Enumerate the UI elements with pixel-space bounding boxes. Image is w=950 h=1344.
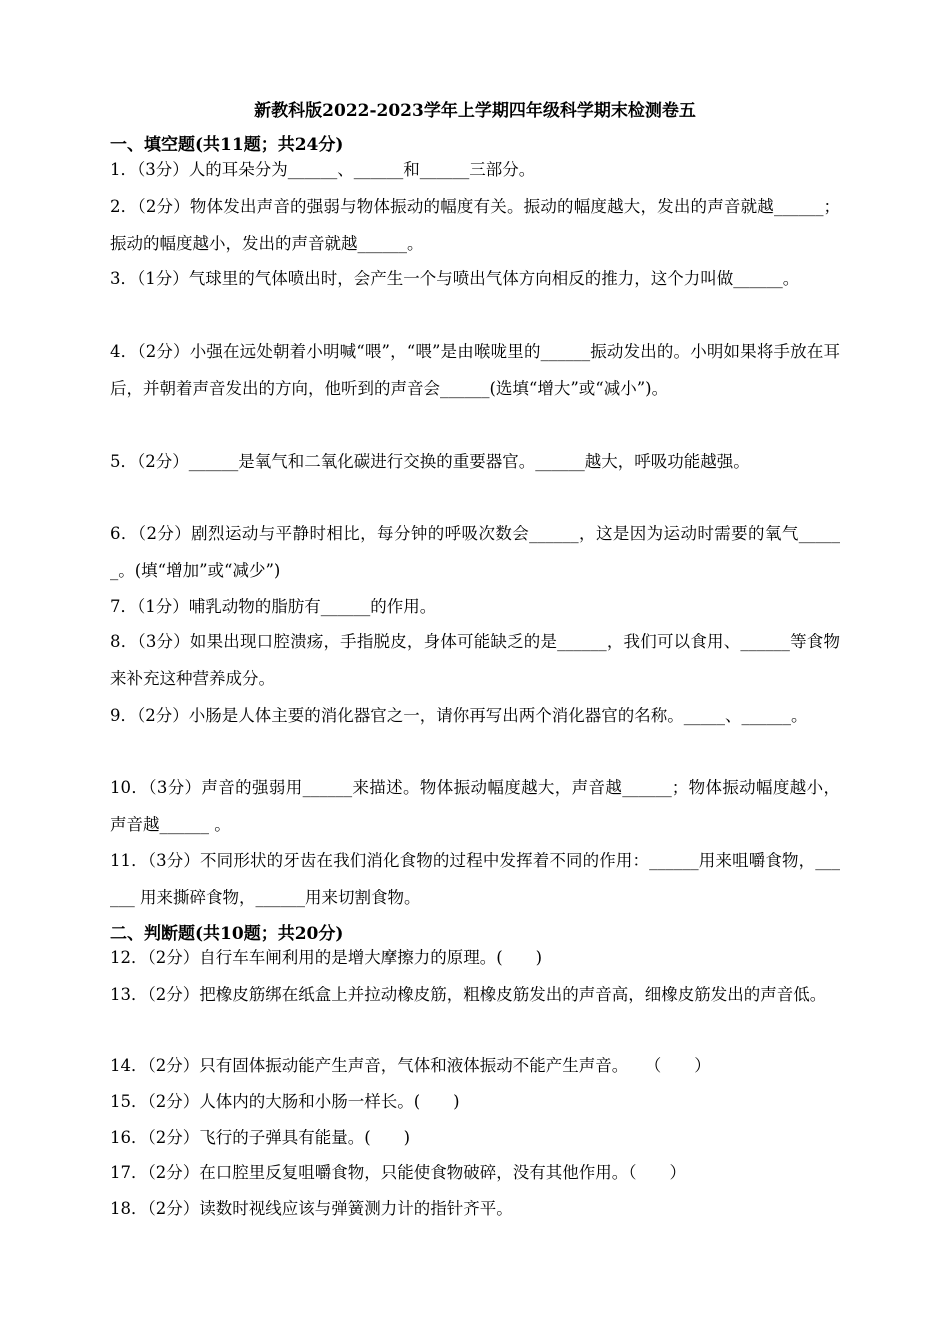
exam-title: 新教科版2022-2023学年上学期四年级科学期末检测卷五 — [254, 101, 696, 121]
question-2: 2．（2分）物体发出声音的强弱与物体振动的幅度有关。振动的幅度越大，发出的声音就越______；振动的幅度越小，发出的声音就越______。 — [110, 197, 840, 253]
section-heading-true-false: 二、判断题(共10题；共20分) — [110, 924, 344, 944]
question-3: 3．（1分）气球里的气体喷出时，会产生一个与喷出气体方向相反的推力，这个力叫做______。 — [110, 269, 800, 288]
question-10: 10．（3分）声音的强弱用______来描述。物体振动幅度越大，声音越______；物体振动幅度越小，声音越______ 。 — [110, 778, 840, 834]
question-16: 16．（2分）飞行的子弹具有能量。( ) — [110, 1128, 411, 1147]
question-17: 17．（2分）在口腔里反复咀嚼食物，只能使食物破碎，没有其他作用。（ ） — [110, 1163, 686, 1182]
question-5: 5．（2分）______是氧气和二氧化碳进行交换的重要器官。______越大，呼吸功能越强。 — [110, 452, 750, 471]
question-14: 14．（2分）只有固体振动能产生声音，气体和液体振动不能产生声音。 （ ） — [110, 1056, 711, 1075]
question-9: 9．（2分）小肠是人体主要的消化器官之一，请你再写出两个消化器官的名称。_____、______。 — [110, 706, 808, 725]
question-6: 6．（2分）剧烈运动与平静时相比，每分钟的呼吸次数会______，这是因为运动时需要的氧气______。(填“增加”或“减少”) — [110, 524, 840, 580]
question-18: 18．（2分）读数时视线应该与弹簧测力计的指针齐平。 — [110, 1199, 513, 1218]
question-15: 15．（2分）人体内的大肠和小肠一样长。( ) — [110, 1092, 460, 1111]
question-13: 13．（2分）把橡皮筋绑在纸盒上并拉动橡皮筋，粗橡皮筋发出的声音高，细橡皮筋发出的声音低。 — [110, 985, 827, 1004]
question-8: 8．（3分）如果出现口腔溃疡，手指脱皮，身体可能缺乏的是______，我们可以食用、______等食物来补充这种营养成分。 — [110, 632, 840, 688]
question-11: 11．（3分）不同形状的牙齿在我们消化食物的过程中发挥着不同的作用：______用来咀嚼食物，______ 用来撕碎食物，______用来切割食物。 — [110, 851, 840, 907]
question-1: 1．（3分）人的耳朵分为______、______和______三部分。 — [110, 160, 536, 179]
question-4: 4．（2分）小强在远处朝着小明喊“喂”，“喂”是由喉咙里的______振动发出的。小明如果将手放在耳后，并朝着声音发出的方向，他听到的声音会______(选填“增大”或“减小”)。 — [110, 342, 840, 398]
question-12: 12．（2分）自行车车闸利用的是增大摩擦力的原理。( ) — [110, 948, 543, 967]
section-heading-fill-blank: 一、填空题(共11题；共24分) — [110, 135, 344, 155]
question-7: 7．（1分）哺乳动物的脂肪有______的作用。 — [110, 597, 437, 616]
